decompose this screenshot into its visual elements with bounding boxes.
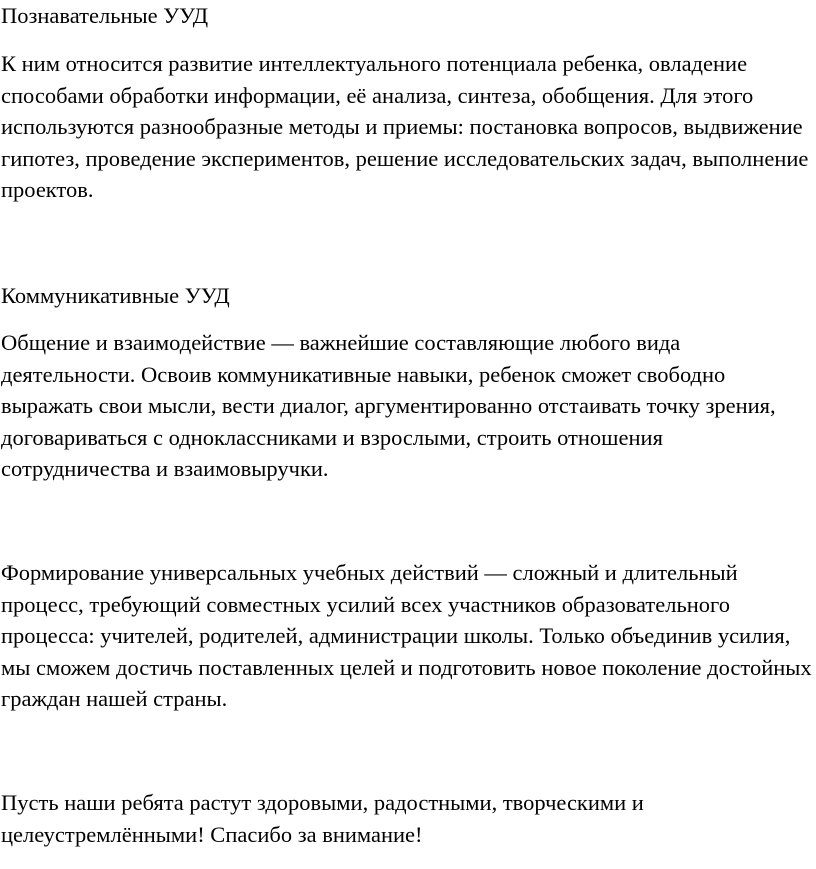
section-heading-communicative: Коммуникативные УУД [1,283,230,308]
section-text-communicative: Общение и взаимодействие — важнейшие составляющие любого вида деятельности. Освоив коммуникативные навыки, ребенок сможет свободно выражать свои мысли, вести диалог, аргументированно отстаивать точку зрения, договариваться с одноклассниками и взрослыми, строить отношения сотрудничества и взаимовыручки. [1,330,776,481]
section-heading-cognitive: Познавательные УУД [1,3,209,28]
section-text-cognitive: К ним относится развитие интеллектуального потенциала ребенка, овладение способами обработки информации, её анализа, синтеза, обобщения. Для этого используются разнообразные методы и приемы: постановка вопросов, выдвижение гипотез, проведение экспериментов, решение исследовательских задач, выполнение проектов. [1,51,809,202]
closing-paragraph: Пусть наши ребята растут здоровыми, радостными, творческими и целеустремлёнными! Спасибо за внимание! [1,790,644,847]
conclusion-paragraph: Формирование универсальных учебных действий — сложный и длительный процесс, требующий совместных усилий всех участников образовательного процесса: учителей, родителей, администрации школы. Только объединив усилия, мы сможем достичь поставленных целей и подготовить новое поколение достойных граждан нашей страны. [1,560,812,711]
